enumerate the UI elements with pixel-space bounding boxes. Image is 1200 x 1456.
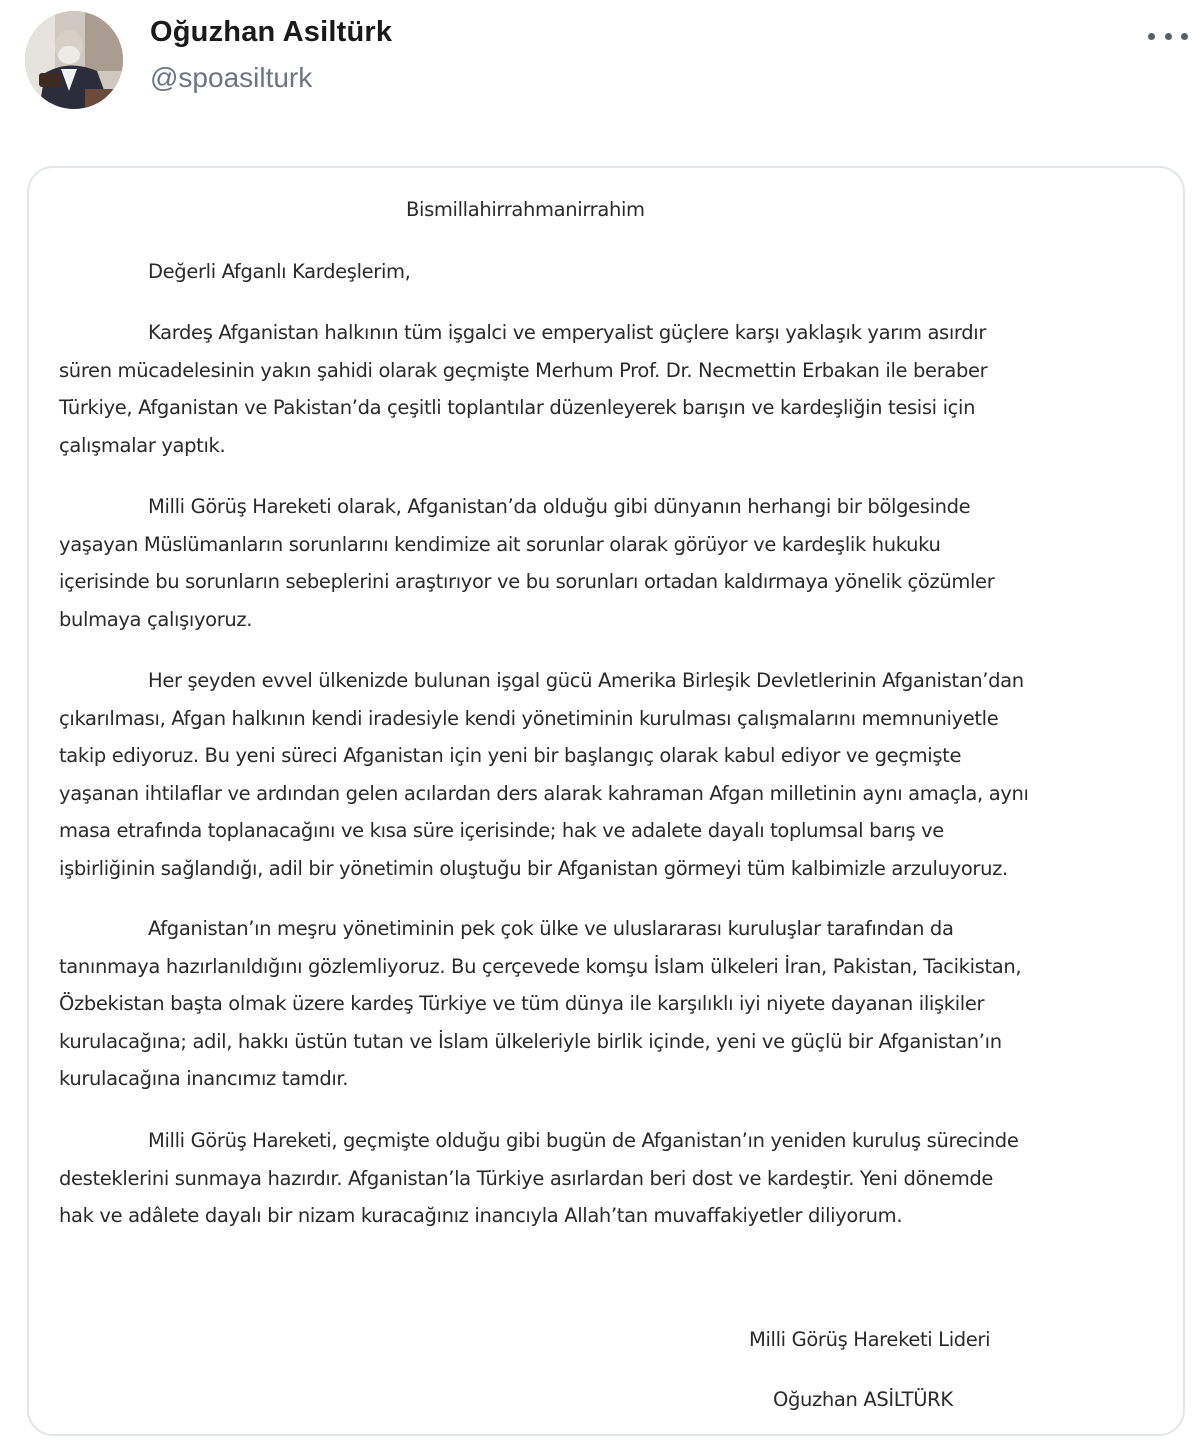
letter-salutation: Değerli Afganlı Kardeşlerim, bbox=[148, 260, 411, 283]
letter-line: Her şeyden evvel ülkenizde bulunan işgal gücü Amerika Birleşik Devletlerinin Afganistan’dan bbox=[148, 669, 1024, 692]
letter-paragraph-3 bbox=[59, 662, 1159, 887]
letter-paragraph-5 bbox=[59, 1122, 1159, 1235]
letter-line: kurulacağına; adil, hakkı üstün tutan ve İslam ülkeleriyle birlik içinde, yeni ve güçlü bir Afganistan’ın bbox=[59, 1029, 1002, 1053]
letter-line: Kardeş Afganistan halkının tüm işgalci ve emperyalist güçlere karşı yaklaşık yarım asırdır bbox=[148, 321, 987, 344]
letter-line: desteklerini sunmaya hazırdır. Afganistan’la Türkiye asırlardan beri dost ve kardeştir. Yeni dönemde bbox=[59, 1166, 994, 1190]
letter-line: çıkarılması, Afgan halkının kendi iradesiyle kendi yönetiminin kurulması çalışmalarını memnuniyetle bbox=[59, 706, 999, 730]
letter-line: süren mücadelesinin yakın şahidi olarak geçmişte Merhum Prof. Dr. Necmettin Erbakan ile beraber bbox=[59, 358, 988, 382]
letter-line: işbirliğinin sağlandığı, adil bir yönetimin oluştuğu bir Afganistan görmeyi tüm kalbimizle arzuluyoruz. bbox=[59, 856, 1008, 880]
tweet-header bbox=[0, 0, 1200, 140]
signature-title: Milli Görüş Hareketi Lideri bbox=[749, 1328, 991, 1351]
tweet-media-card[interactable] bbox=[27, 166, 1185, 1436]
more-horizontal-icon bbox=[1165, 33, 1172, 40]
letter-paragraph-2 bbox=[59, 488, 1159, 638]
author-handle[interactable]: @spoasilturk bbox=[150, 62, 313, 93]
letter-line: çalışmalar yaptık. bbox=[59, 433, 226, 457]
letter-paragraph-1 bbox=[59, 314, 1159, 464]
letter-line: yaşanan ihtilaflar ve ardından gelen acılardan ders alarak kahraman Afgan milletinin aynı amaçla, aynı bbox=[59, 781, 1029, 805]
letter-line: bulmaya çalışıyoruz. bbox=[59, 607, 253, 631]
letter-line: takip ediyoruz. Bu yeni süreci Afganistan için yeni bir başlangıç olarak kabul ediyor ve geçmişte bbox=[59, 744, 962, 767]
letter-paragraph-4 bbox=[59, 910, 1159, 1098]
author-display-name[interactable]: Oğuzhan Asiltürk bbox=[150, 16, 393, 48]
letter-line: Afganistan’ın meşru yönetiminin pek çok ülke ve uluslararası kuruluşlar tarafından da bbox=[148, 917, 954, 940]
letter-line: yaşayan Müslümanların sorunlarını kendimize ait sorunlar olarak görüyor ve kardeşlik hukuku bbox=[59, 532, 941, 556]
profile-photo-icon bbox=[25, 11, 123, 109]
letter-line: Milli Görüş Hareketi olarak, Afganistan’da olduğu gibi dünyanın herhangi bir bölgesinde bbox=[148, 495, 971, 518]
letter-line: masa etrafında toplanacağını ve kısa süre içerisinde; hak ve adalete dayalı toplumsal barış ve bbox=[59, 819, 944, 842]
letter-line: Türkiye, Afganistan ve Pakistan’da çeşitli toplantılar düzenleyerek barışın ve kardeşliğin tesisi için bbox=[59, 396, 976, 419]
more-options-button[interactable] bbox=[1148, 28, 1188, 44]
more-horizontal-icon bbox=[1148, 33, 1155, 40]
more-horizontal-icon bbox=[1181, 33, 1188, 40]
letter-image bbox=[29, 168, 1183, 1434]
letter-heading: Bismillahirrahmanirrahim bbox=[406, 198, 645, 221]
letter-line: içerisinde bu sorunların sebeplerini araştırıyor ve bu sorunları ortadan kaldırmaya yönelik çözümler bbox=[59, 570, 995, 593]
letter-line: hak ve adâlete dayalı bir nizam kuracağınız inancıyla Allah’tan muvaffakiyetler diliyorum. bbox=[59, 1204, 903, 1227]
letter-line: Özbekistan başta olmak üzere kardeş Türkiye ve tüm dünya ile karşılıklı iyi niyete dayanan ilişkiler bbox=[59, 992, 985, 1015]
letter-line: kurulacağına inancımız tamdır. bbox=[59, 1067, 349, 1090]
avatar[interactable] bbox=[25, 11, 123, 109]
letter-line: Milli Görüş Hareketi, geçmişte olduğu gibi bugün de Afganistan’ın yeniden kuruluş sürecinde bbox=[148, 1129, 1019, 1152]
letter-line: tanınmaya hazırlanıldığını gözlemliyoruz. Bu çerçevede komşu İslam ülkeleri İran, Pakistan, Tacikistan, bbox=[59, 954, 1022, 978]
signature-name: Oğuzhan ASİLTÜRK bbox=[773, 1388, 953, 1411]
